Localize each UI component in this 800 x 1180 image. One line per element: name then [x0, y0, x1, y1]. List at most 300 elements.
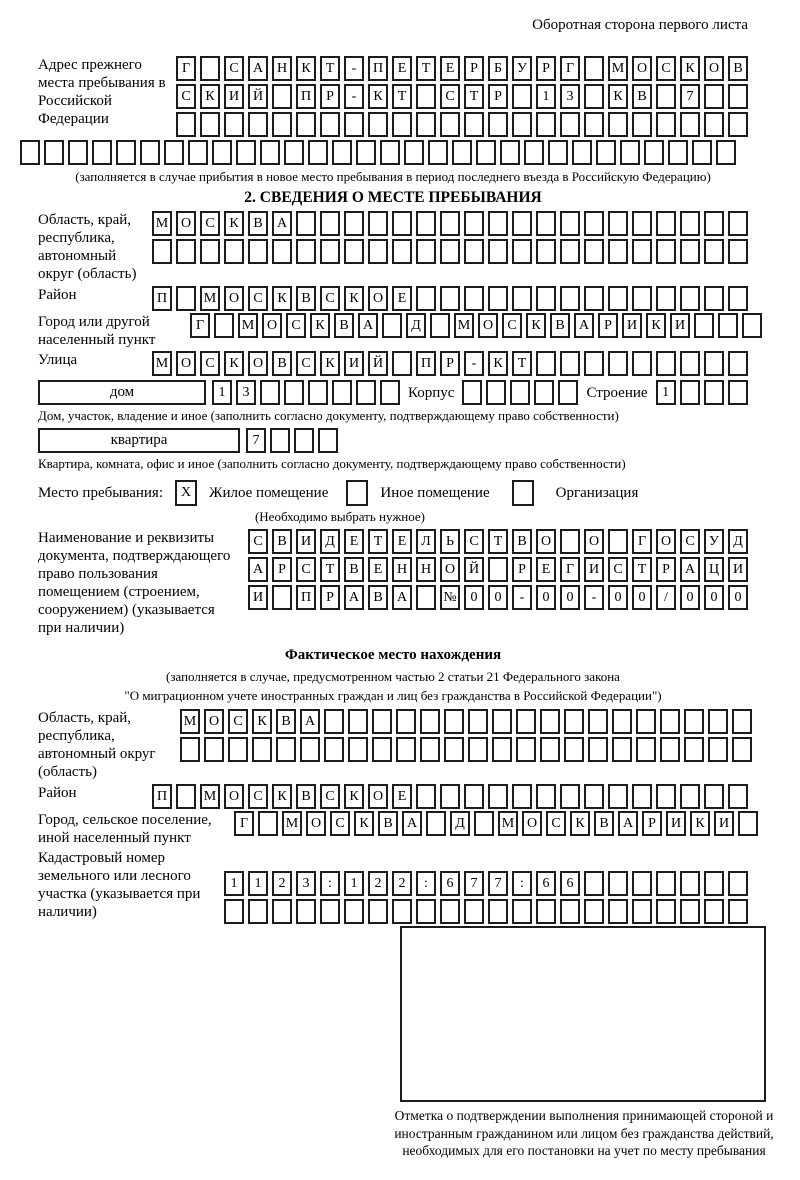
char-box: О: [440, 557, 460, 582]
char-box: М: [238, 313, 258, 338]
char-box: [728, 899, 748, 924]
char-box: 6: [440, 871, 460, 896]
char-box: [680, 112, 700, 137]
char-box: Д: [450, 811, 470, 836]
char-box: Р: [488, 84, 508, 109]
char-box: С: [224, 56, 244, 81]
char-box: [704, 351, 724, 376]
char-box: С: [248, 784, 268, 809]
char-box: Р: [598, 313, 618, 338]
char-box: [396, 709, 416, 734]
char-box: -: [512, 585, 532, 610]
char-box: [236, 140, 256, 165]
char-box: [680, 380, 700, 405]
char-box: [464, 899, 484, 924]
char-box: [536, 286, 556, 311]
char-box: -: [344, 56, 364, 81]
char-box: [464, 286, 484, 311]
char-box: [260, 380, 280, 405]
char-box: В: [378, 811, 398, 836]
char-box: Р: [320, 585, 340, 610]
char-box: 1: [344, 871, 364, 896]
char-box: 0: [680, 585, 700, 610]
char-box: С: [320, 286, 340, 311]
char-box: -: [344, 84, 364, 109]
char-box: [180, 737, 200, 762]
char-box: Ц: [704, 557, 724, 582]
char-box: С: [546, 811, 566, 836]
char-box: [708, 737, 728, 762]
actual-district-label: Район: [38, 785, 77, 801]
char-box: [584, 784, 604, 809]
char-box: С: [502, 313, 522, 338]
char-box: К: [200, 84, 220, 109]
char-row: [248, 585, 748, 610]
char-box: [632, 784, 652, 809]
char-box: О: [262, 313, 282, 338]
char-box: [488, 286, 508, 311]
char-box: [272, 84, 292, 109]
document-label: Наименование и реквизиты документа, подтверждающего право пользования помещением (строением, сооружением) (указывается при наличии): [38, 530, 231, 636]
char-box: О: [368, 784, 388, 809]
char-box: Е: [392, 784, 412, 809]
char-box: [584, 211, 604, 236]
char-box: [228, 737, 248, 762]
char-box: М: [282, 811, 302, 836]
char-box: [512, 899, 532, 924]
char-box: [252, 737, 272, 762]
char-box: Т: [416, 56, 436, 81]
region-label: Область, край, республика, автономный округ (область): [38, 212, 137, 282]
char-box: [416, 585, 436, 610]
char-box: 2: [272, 871, 292, 896]
char-box: [608, 211, 628, 236]
char-box: [296, 112, 316, 137]
char-box: О: [368, 286, 388, 311]
char-box: [440, 899, 460, 924]
document-field: [38, 529, 748, 637]
char-box: О: [522, 811, 542, 836]
char-box: [320, 211, 340, 236]
char-box: Р: [464, 56, 484, 81]
char-box: [510, 380, 530, 405]
char-box: [694, 313, 714, 338]
char-box: С: [464, 529, 484, 554]
char-box: Д: [320, 529, 340, 554]
district-field: [38, 286, 748, 311]
char-box: [560, 351, 580, 376]
char-row: [176, 84, 748, 109]
char-box: К: [224, 351, 244, 376]
char-row-full-width: [20, 140, 748, 165]
stay-option-checkbox-organization: [512, 480, 534, 506]
char-box: 1: [536, 84, 556, 109]
char-row: [248, 529, 748, 554]
region-field: [38, 211, 748, 283]
stay-option-label-organization: Организация: [555, 485, 639, 501]
char-box: 0: [560, 585, 580, 610]
char-box: [332, 380, 352, 405]
char-box: [416, 211, 436, 236]
char-box: О: [656, 529, 676, 554]
char-box: Н: [416, 557, 436, 582]
char-box: О: [176, 211, 196, 236]
char-box: [512, 211, 532, 236]
char-box: Р: [440, 351, 460, 376]
apartment-caption: Квартира, комната, офис и иное (заполнить согласно документу, подтверждающему право собственности): [38, 456, 626, 471]
char-box: [212, 140, 232, 165]
char-box: [680, 351, 700, 376]
char-box: [656, 351, 676, 376]
char-box: Т: [512, 351, 532, 376]
char-box: [492, 737, 512, 762]
char-box: М: [454, 313, 474, 338]
char-box: [636, 737, 656, 762]
char-box: [728, 84, 748, 109]
prev-address-caption: (заполняется в случае прибытия в новое место пребывания в период последнего въезда в Российскую Федерацию): [75, 169, 711, 184]
char-box: [632, 871, 652, 896]
char-box: Р: [320, 84, 340, 109]
char-box: [248, 899, 268, 924]
char-box: [656, 871, 676, 896]
char-box: С: [330, 811, 350, 836]
char-box: Ь: [440, 529, 460, 554]
char-box: [632, 899, 652, 924]
char-box: 0: [608, 585, 628, 610]
char-box: 0: [632, 585, 652, 610]
char-box: [430, 313, 450, 338]
char-box: [704, 871, 724, 896]
char-box: [608, 351, 628, 376]
char-box: У: [512, 56, 532, 81]
char-box: [728, 211, 748, 236]
char-box: В: [728, 56, 748, 81]
char-box: [656, 112, 676, 137]
char-box: С: [440, 84, 460, 109]
char-box: [560, 112, 580, 137]
char-box: Т: [320, 557, 340, 582]
char-box: И: [714, 811, 734, 836]
char-box: С: [200, 351, 220, 376]
prev-address-label: Адрес прежнего места пребывания в Российской Федерации: [38, 57, 166, 127]
stroenie-label: Строение: [586, 384, 648, 401]
char-box: [488, 899, 508, 924]
char-box: [588, 709, 608, 734]
char-box: Й: [248, 84, 268, 109]
char-box: [656, 84, 676, 109]
char-box: Р: [642, 811, 662, 836]
char-box: В: [594, 811, 614, 836]
char-box: [464, 112, 484, 137]
char-box: О: [632, 56, 652, 81]
city-label: Город или другой населенный пункт: [38, 314, 156, 348]
char-box: А: [248, 56, 268, 81]
char-box: Г: [560, 557, 580, 582]
char-box: В: [512, 529, 532, 554]
char-row: [176, 56, 748, 81]
char-box: [416, 286, 436, 311]
char-box: [344, 899, 364, 924]
char-box: 1: [248, 871, 268, 896]
char-box: [728, 351, 748, 376]
char-box: Е: [344, 529, 364, 554]
actual-location-caption-1: (заполняется в случае, предусмотренном частью 2 статьи 21 Федерального закона: [166, 669, 620, 684]
char-box: Р: [512, 557, 532, 582]
char-box: [188, 140, 208, 165]
char-box: [492, 709, 512, 734]
char-box: [536, 899, 556, 924]
char-box: С: [176, 84, 196, 109]
char-box: [462, 380, 482, 405]
char-box: Р: [656, 557, 676, 582]
char-box: А: [248, 557, 268, 582]
char-box: [684, 709, 704, 734]
char-box: К: [690, 811, 710, 836]
char-box: В: [276, 709, 296, 734]
char-box: [428, 140, 448, 165]
char-box: А: [272, 211, 292, 236]
char-box: [348, 709, 368, 734]
char-box: 3: [236, 380, 256, 405]
char-box: 7: [246, 428, 266, 453]
char-row: [152, 351, 748, 376]
char-box: [728, 239, 748, 264]
actual-region-field: [38, 709, 748, 781]
char-box: М: [200, 784, 220, 809]
char-box: [644, 140, 664, 165]
char-box: 2: [392, 871, 412, 896]
char-box: В: [296, 784, 316, 809]
char-box: [204, 737, 224, 762]
char-box: [260, 140, 280, 165]
char-row: [176, 112, 748, 137]
street-field: [38, 351, 748, 376]
char-box: Т: [632, 557, 652, 582]
char-box: П: [296, 585, 316, 610]
char-row: [224, 871, 748, 896]
char-box: [680, 211, 700, 236]
char-box: В: [272, 351, 292, 376]
char-box: [728, 380, 748, 405]
char-box: [368, 239, 388, 264]
char-box: 0: [536, 585, 556, 610]
char-box: М: [152, 211, 172, 236]
char-box: А: [402, 811, 422, 836]
char-box: [572, 140, 592, 165]
char-box: [612, 709, 632, 734]
char-box: [368, 899, 388, 924]
char-box: [728, 286, 748, 311]
char-box: [584, 112, 604, 137]
char-box: [426, 811, 446, 836]
char-box: [660, 737, 680, 762]
actual-location-caption-2: "О миграционном учете иностранных граждан и лиц без гражданства в Российской Федерации"): [124, 688, 662, 703]
char-box: Г: [234, 811, 254, 836]
char-box: И: [670, 313, 690, 338]
char-box: [92, 140, 112, 165]
char-box: Г: [632, 529, 652, 554]
char-box: К: [646, 313, 666, 338]
char-box: :: [512, 871, 532, 896]
char-box: О: [224, 784, 244, 809]
char-box: [732, 737, 752, 762]
char-box: Е: [392, 529, 412, 554]
char-box: [512, 784, 532, 809]
stay-option-checkbox-other: [346, 480, 368, 506]
char-box: М: [200, 286, 220, 311]
char-box: О: [536, 529, 556, 554]
char-box: М: [498, 811, 518, 836]
char-box: [372, 709, 392, 734]
char-box: [656, 211, 676, 236]
char-box: [440, 286, 460, 311]
char-box: [656, 239, 676, 264]
char-box: -: [464, 351, 484, 376]
char-box: М: [608, 56, 628, 81]
actual-city-field: [38, 811, 748, 847]
char-box: К: [296, 56, 316, 81]
actual-district-field: [38, 784, 748, 809]
char-box: [296, 899, 316, 924]
char-box: [620, 140, 640, 165]
char-box: [224, 112, 244, 137]
char-box: [560, 529, 580, 554]
char-box: М: [180, 709, 200, 734]
char-box: [488, 784, 508, 809]
house-caption: Дом, участок, владение и иное (заполнить согласно документу, подтверждающему право собственности): [38, 408, 619, 423]
char-box: С: [296, 351, 316, 376]
char-box: В: [334, 313, 354, 338]
char-box: К: [354, 811, 374, 836]
korpus-label: Корпус: [408, 384, 455, 401]
char-box: [512, 112, 532, 137]
char-box: О: [306, 811, 326, 836]
char-box: В: [344, 557, 364, 582]
char-box: [140, 140, 160, 165]
char-box: [248, 239, 268, 264]
char-box: [296, 239, 316, 264]
char-box: А: [392, 585, 412, 610]
char-box: [324, 737, 344, 762]
char-box: [248, 112, 268, 137]
char-box: И: [344, 351, 364, 376]
char-box: П: [152, 784, 172, 809]
char-box: 7: [680, 84, 700, 109]
char-box: [608, 529, 628, 554]
char-box: [468, 737, 488, 762]
char-box: А: [680, 557, 700, 582]
actual-city-label: Город, сельское поселение, иной населенный пункт: [38, 812, 212, 846]
char-box: [584, 56, 604, 81]
char-box: 2: [368, 871, 388, 896]
char-box: [728, 112, 748, 137]
char-box: [20, 140, 40, 165]
char-box: [656, 899, 676, 924]
char-box: 1: [224, 871, 244, 896]
char-box: Т: [464, 84, 484, 109]
char-box: [704, 899, 724, 924]
char-box: [560, 211, 580, 236]
char-box: [488, 239, 508, 264]
actual-location-title: Фактическое место нахождения: [284, 647, 502, 663]
char-box: [564, 737, 584, 762]
char-box: [452, 140, 472, 165]
city-field: [38, 313, 748, 349]
char-box: [584, 899, 604, 924]
char-box: [632, 211, 652, 236]
char-box: [392, 211, 412, 236]
char-box: И: [584, 557, 604, 582]
char-box: [356, 140, 376, 165]
char-box: В: [248, 211, 268, 236]
stay-option-checkbox-residential: X: [175, 480, 197, 506]
section2-title: 2. СВЕДЕНИЯ О МЕСТЕ ПРЕБЫВАНИЯ: [244, 189, 542, 206]
char-box: [368, 112, 388, 137]
confirmation-stamp-caption: Отметка о подтверждении выполнения принимающей стороной и иностранным гражданином или лицом без гражданства действий, необходимых для его постановки на учет по месту пребывания: [394, 1108, 774, 1158]
char-box: [660, 709, 680, 734]
apartment-number-cells: [246, 428, 338, 453]
char-box: [440, 112, 460, 137]
char-box: [718, 313, 738, 338]
char-box: [584, 239, 604, 264]
char-box: 7: [488, 871, 508, 896]
char-box: [464, 784, 484, 809]
char-box: Т: [392, 84, 412, 109]
char-box: [464, 211, 484, 236]
region-boxes: [152, 211, 748, 264]
street-label: Улица: [38, 352, 78, 368]
stay-place-note: (Необходимо выбрать нужное): [254, 509, 426, 524]
char-box: С: [296, 557, 316, 582]
char-box: [468, 709, 488, 734]
char-box: [272, 585, 292, 610]
char-box: [524, 140, 544, 165]
char-box: [704, 84, 724, 109]
char-box: [632, 112, 652, 137]
char-box: [632, 351, 652, 376]
char-box: К: [310, 313, 330, 338]
char-box: [392, 351, 412, 376]
char-box: Г: [560, 56, 580, 81]
char-box: [372, 737, 392, 762]
char-box: П: [368, 56, 388, 81]
char-box: 3: [296, 871, 316, 896]
char-box: П: [152, 286, 172, 311]
char-box: П: [296, 84, 316, 109]
char-box: [444, 737, 464, 762]
char-box: О: [176, 351, 196, 376]
char-box: [332, 140, 352, 165]
char-box: [704, 286, 724, 311]
char-box: [732, 709, 752, 734]
char-box: В: [632, 84, 652, 109]
char-box: Й: [368, 351, 388, 376]
char-row: [234, 811, 758, 836]
char-box: [440, 239, 460, 264]
char-box: В: [550, 313, 570, 338]
char-box: [152, 239, 172, 264]
char-box: [608, 239, 628, 264]
district-label: Район: [38, 287, 77, 303]
char-box: [560, 784, 580, 809]
char-row: [224, 899, 748, 924]
char-box: [320, 112, 340, 137]
char-box: [584, 84, 604, 109]
char-box: [728, 784, 748, 809]
char-box: К: [526, 313, 546, 338]
char-box: [344, 211, 364, 236]
char-row: [248, 557, 748, 582]
